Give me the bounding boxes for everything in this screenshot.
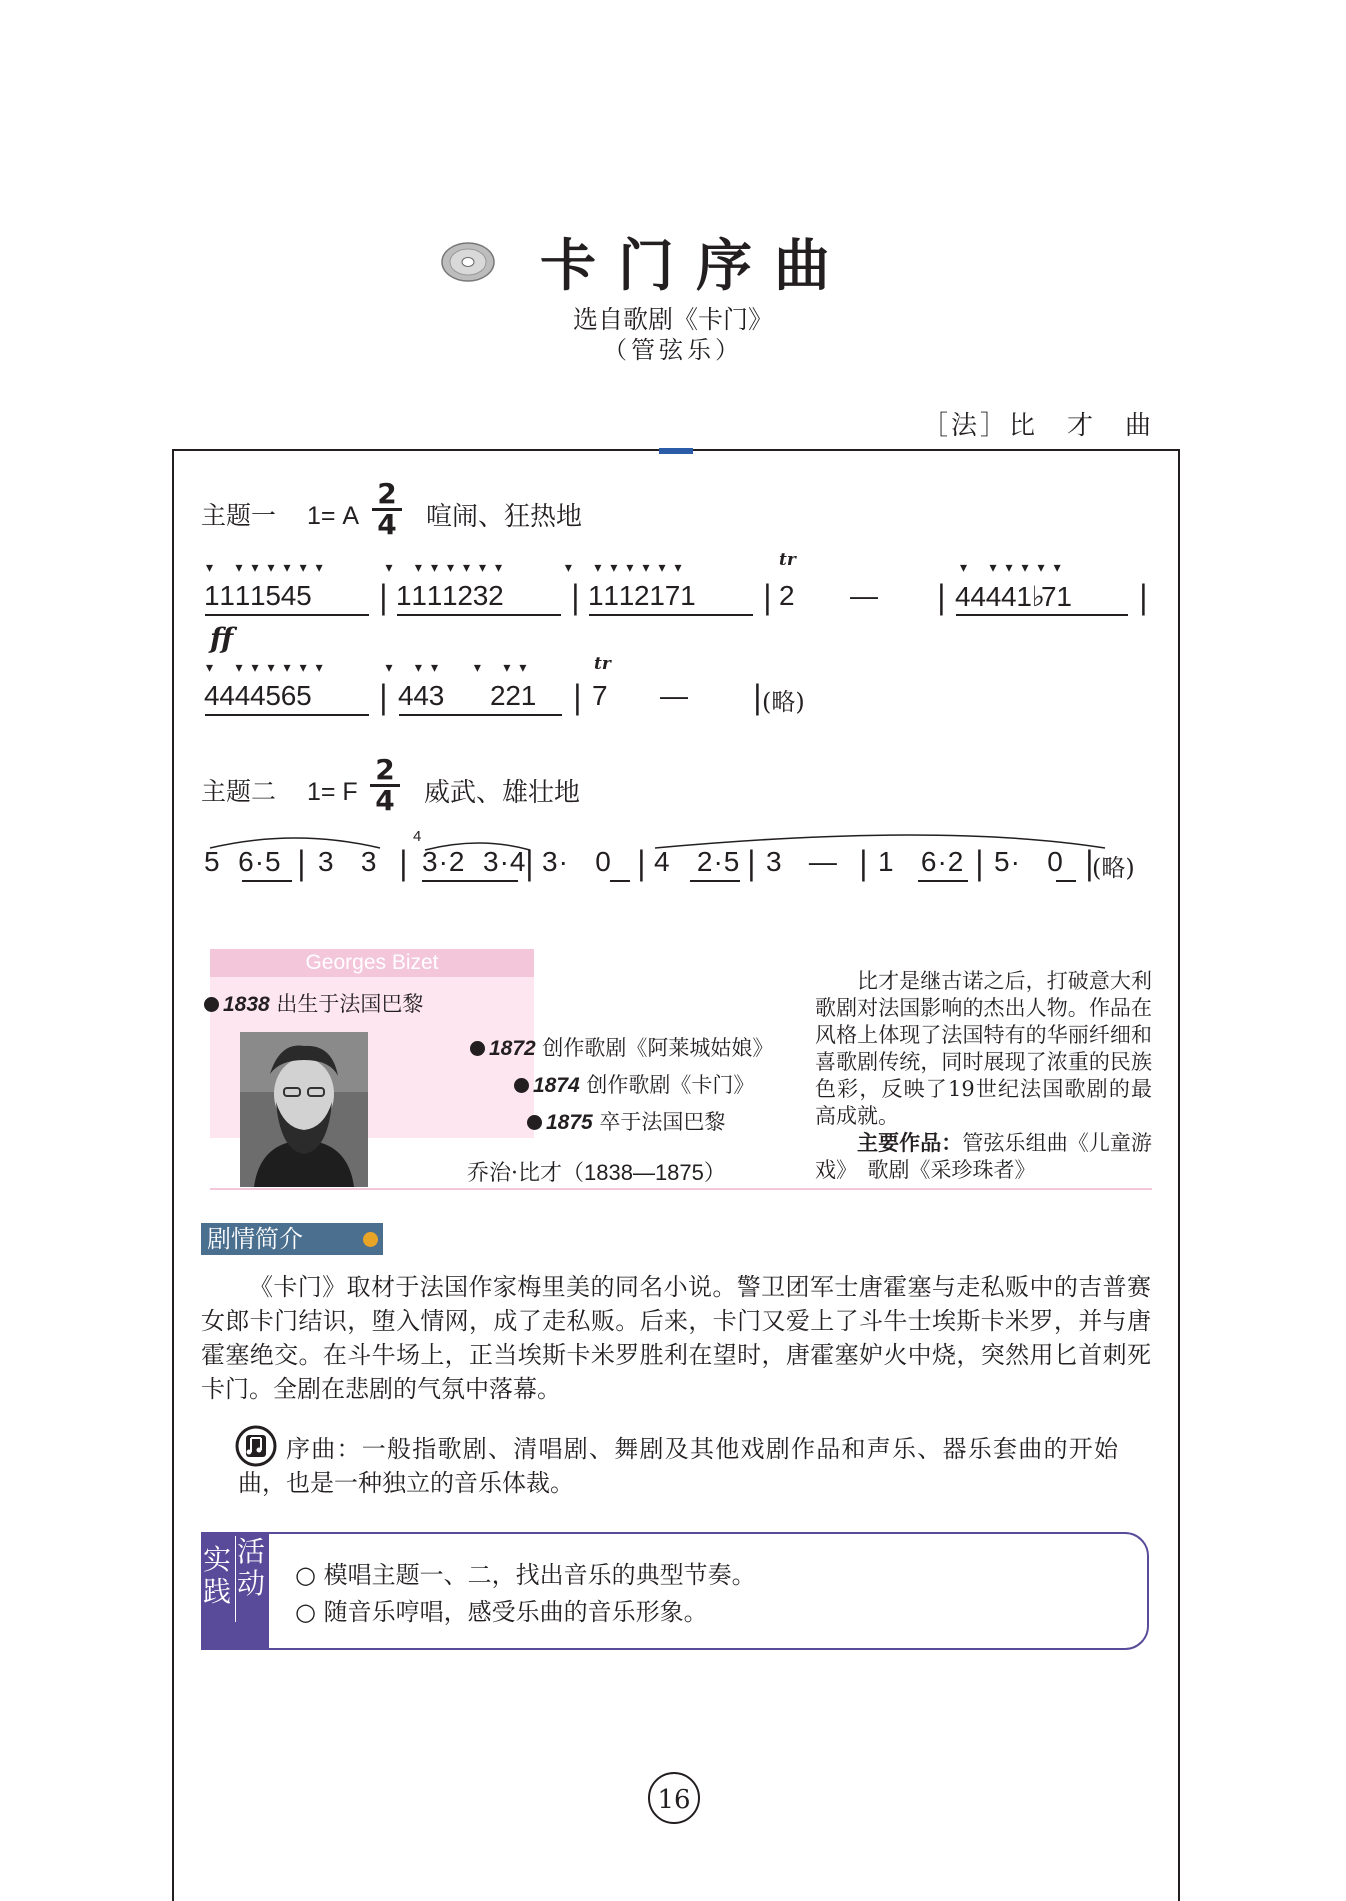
caption-name: 乔治·比才 <box>467 1161 562 1186</box>
underline <box>589 614 753 616</box>
barline: | <box>398 844 409 882</box>
bullet-icon <box>204 997 219 1012</box>
time-top: 2 <box>375 753 395 786</box>
time-bottom: 4 <box>370 784 400 815</box>
underline <box>422 880 518 882</box>
theme2-bar6: 3 — <box>766 846 838 877</box>
grace-note: 4 <box>413 828 422 845</box>
subtitle: 选自歌剧《卡门》 <box>572 305 773 334</box>
barline: | <box>752 678 763 716</box>
bio-event <box>527 1106 725 1136</box>
event-text: 创作歌剧《阿莱城姑娘》 <box>542 1036 774 1060</box>
bullet-icon <box>470 1041 485 1056</box>
works-list: 管弦乐组曲《儿童游戏》 歌剧《采珍珠者》 <box>815 1131 1153 1182</box>
theme1-header <box>201 496 359 532</box>
theme2-bar3: 3·2 3·4 <box>422 846 527 877</box>
bio-name-band: Georges Bizet <box>210 949 534 977</box>
activity-item: ○ 模唱主题一、二，找出音乐的典型节奏。 <box>295 1561 756 1589</box>
theme1-line1-bar2: 1 1 1 1 2 3 2 <box>396 580 500 611</box>
theme2-bar5: 4 2·5 <box>654 846 741 877</box>
activity-label-activity: 活动 <box>237 1535 266 1600</box>
activity-label-practice: 实践 <box>203 1543 232 1608</box>
underline <box>399 714 562 716</box>
theme1-line1-bar3: 1 1 1 2 1 7 1 <box>588 580 692 611</box>
theme1-line1-bar1: 1 1 1 1 5 4 5 <box>204 580 308 611</box>
theme2-bar1: 5 6·5 <box>204 846 282 877</box>
omitted-note: (略) <box>1092 854 1135 882</box>
time-top: 2 <box>377 477 397 510</box>
page-title: 卡门序曲 <box>540 233 852 299</box>
activity-item: ○ 随音乐哼唱，感受乐曲的音乐形象。 <box>295 1598 708 1626</box>
barline: | <box>636 844 647 882</box>
theme2-time-signature <box>370 753 400 817</box>
time-bottom: 4 <box>372 508 402 539</box>
trill-mark: tr <box>594 654 611 674</box>
theme1-line2-bar2a: 4 4 3 <box>398 680 441 711</box>
theme2-label: 主题二 <box>201 777 277 806</box>
omitted-note: (略) <box>762 688 805 716</box>
barline: | <box>858 844 869 882</box>
composer-credit: ［法］比 才 曲 <box>921 411 1154 441</box>
event-text: 卒于法国巴黎 <box>599 1110 726 1134</box>
bullet-icon <box>527 1115 542 1130</box>
barline: | <box>762 578 773 616</box>
activity-label <box>201 1532 269 1650</box>
underline <box>918 880 968 882</box>
theme1-time-signature <box>372 477 402 541</box>
event-year: 1874 <box>533 1074 580 1097</box>
event-text: 出生于法国巴黎 <box>276 992 424 1016</box>
accent-marks-line1b: ▾ ▾▾▾▾▾ <box>960 560 1070 576</box>
theme1-label: 主题一 <box>201 501 277 530</box>
underline <box>956 614 1128 616</box>
theme2-bar7: 1 6·2 <box>878 846 965 877</box>
theme1-line2-bar3: 7 <box>592 680 609 711</box>
underline <box>1056 880 1076 882</box>
underline <box>205 714 369 716</box>
theme1-key: 1= A <box>306 502 360 530</box>
barline: | <box>974 844 985 882</box>
caption-years: （1838—1875） <box>562 1160 726 1185</box>
accent-marks-line1: ▾ ▾▾▾▾▾▾ ▾ ▾▾▾▾▾▾ ▾ ▾▾▾▾▾▾ <box>206 560 691 576</box>
theme1-line2-bar1: 4 4 4 4 5 6 5 <box>204 680 308 711</box>
bio-event <box>470 1032 773 1062</box>
overture-definition: 序曲：一般指歌剧、清唱剧、舞剧及其他戏剧作品和声乐、器乐套曲的开始曲，也是一种独立的音乐体裁。 <box>238 1435 1118 1497</box>
underline <box>610 880 630 882</box>
bullet-icon <box>514 1078 529 1093</box>
theme1-line1-bar5: 4 4 4 4 1 ♭7 1 <box>955 581 1068 612</box>
theme1-line2-bar2b: 2 2 1 <box>490 680 533 711</box>
theme1-line2-dash: — <box>660 680 689 711</box>
barline: | <box>1138 578 1149 616</box>
barline: | <box>572 678 583 716</box>
barline: | <box>524 844 535 882</box>
theme1-line1-dash: — <box>850 580 879 611</box>
barline: | <box>378 578 389 616</box>
event-text: 创作歌剧《卡门》 <box>586 1073 755 1097</box>
plot-heading: 剧情简介 <box>201 1223 383 1255</box>
bio-event <box>204 988 423 1018</box>
event-year: 1875 <box>546 1111 593 1134</box>
theme2-bar2: 3 3 <box>318 846 378 877</box>
page-number: 16 <box>648 1772 700 1824</box>
barline: | <box>936 578 947 616</box>
barline: | <box>570 578 581 616</box>
event-year: 1872 <box>489 1037 536 1060</box>
theme2-bar4: 3· 0 <box>542 846 612 877</box>
frame-tab <box>659 448 693 454</box>
underline <box>690 880 740 882</box>
trill-mark: tr <box>779 550 796 570</box>
dot-icon <box>363 1232 378 1247</box>
theme2-key: 1= F <box>306 778 358 806</box>
barline: | <box>378 678 389 716</box>
accent-marks-line2: ▾ ▾▾▾▾▾▾ ▾ ▾▾ ▾ ▾▾ <box>206 660 536 676</box>
portrait-caption <box>467 1156 726 1187</box>
theme2-header <box>201 772 358 808</box>
barline: | <box>746 844 757 882</box>
composer-intro <box>815 968 1152 1184</box>
works-label: 主要作品： <box>857 1131 963 1155</box>
underline <box>242 880 292 882</box>
theme1-line1-bar4: 2 <box>779 580 796 611</box>
barline: | <box>296 844 307 882</box>
theme1-tempo: 喧闹、狂热地 <box>426 502 583 532</box>
cd-icon <box>440 240 496 284</box>
plot-text: 《卡门》取材于法国作家梅里美的同名小说。警卫团军士唐霍塞与走私贩中的吉普赛女郎卡门结识，堕入情网，成了走私贩。后来，卡门又爱上了斗牛士埃斯卡米罗，并与唐霍塞绝交。在斗牛场上，正当埃斯卡米罗胜利在望时，唐霍塞妒火中烧，突然用匕首刺死卡门。全剧在悲剧的气氛中落幕。 <box>201 1273 1151 1403</box>
genre-label: （管弦乐） <box>603 336 743 364</box>
barline: | <box>1084 844 1095 882</box>
bio-divider <box>210 1188 1152 1190</box>
bio-event <box>514 1069 754 1099</box>
underline <box>205 614 369 616</box>
theme2-bar8: 5· 0 <box>994 846 1064 877</box>
composer-portrait <box>240 1032 368 1187</box>
dynamic-ff: ff <box>210 622 234 655</box>
event-year: 1838 <box>223 993 270 1016</box>
activity-box <box>201 1532 1149 1650</box>
theme2-tempo: 威武、雄壮地 <box>424 778 581 808</box>
underline <box>397 614 561 616</box>
intro-paragraph: 比才是继古诺之后，打破意大利歌剧对法国影响的杰出人物。作品在风格上体现了法国特有的华丽纤细和喜歌剧传统，同时展现了浓重的民族色彩，反映了19世纪法国歌剧的最高成就。 <box>815 969 1152 1128</box>
